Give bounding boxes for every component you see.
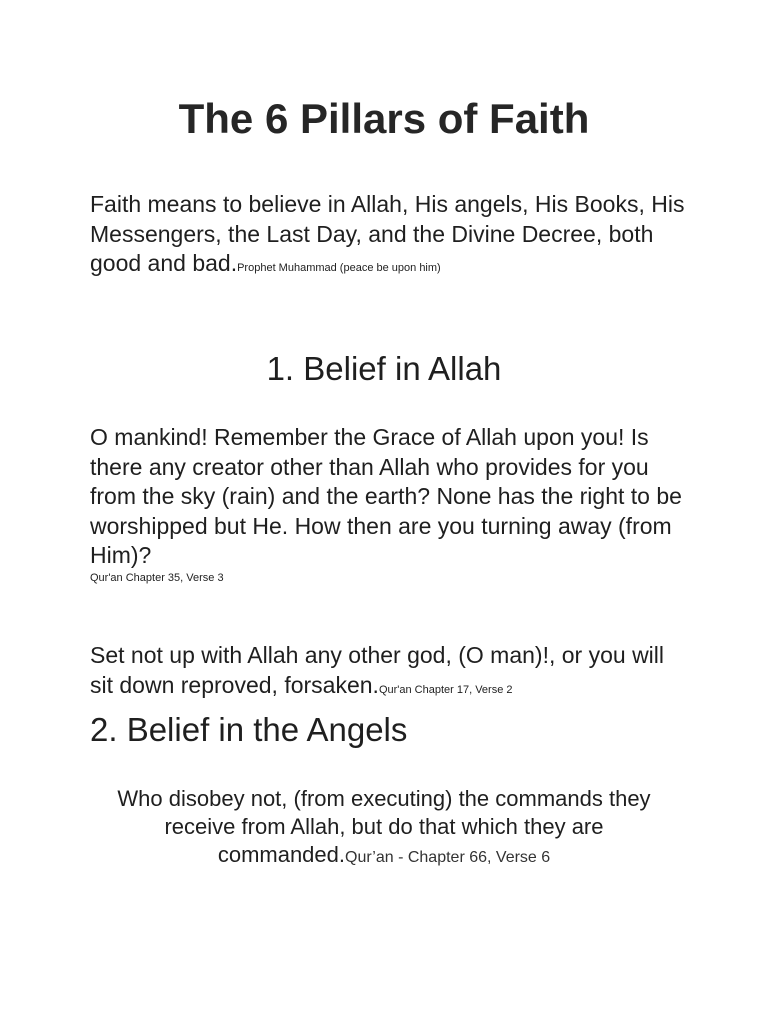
section1-quote1-citation: Qur'an Chapter 35, Verse 3: [90, 571, 224, 584]
intro-paragraph: [90, 190, 690, 279]
section2-quote1-citation: Qur’an - Chapter 66, Verse 6: [345, 849, 551, 866]
section1-quote2-text: Set not up with Allah any other god, (O man)!, or you will sit down reproved, forsaken.: [90, 642, 665, 698]
section1-heading: 1. Belief in Allah: [266, 350, 502, 387]
section1-quote2-citation: Qur'an Chapter 17, Verse 2: [378, 683, 513, 696]
intro-text: Faith means to believe in Allah, His angels, His Books, His Messengers, the Last Day, and the Divine Decree, both good and bad.: [90, 191, 685, 276]
intro-citation: Prophet Muhammad (peace be upon him): [237, 262, 441, 274]
section2-heading: 2. Belief in the Angels: [90, 711, 408, 748]
section2-quote1: [84, 785, 684, 872]
page-title: The 6 Pillars of Faith: [178, 95, 590, 142]
section1-quote1: [90, 423, 690, 585]
section1-quote2: [90, 641, 690, 700]
section2-quote1-text: Who disobey not, (from executing) the commands they receive from Allah, but do that which they are commanded.: [117, 786, 651, 867]
section1-quote1-text: O mankind! Remember the Grace of Allah upon you! Is there any creator other than Allah who provides for you from the sky (rain) and the earth? None has the right to be worshipped but He. How then are you turning away (from Him)?: [90, 424, 682, 568]
